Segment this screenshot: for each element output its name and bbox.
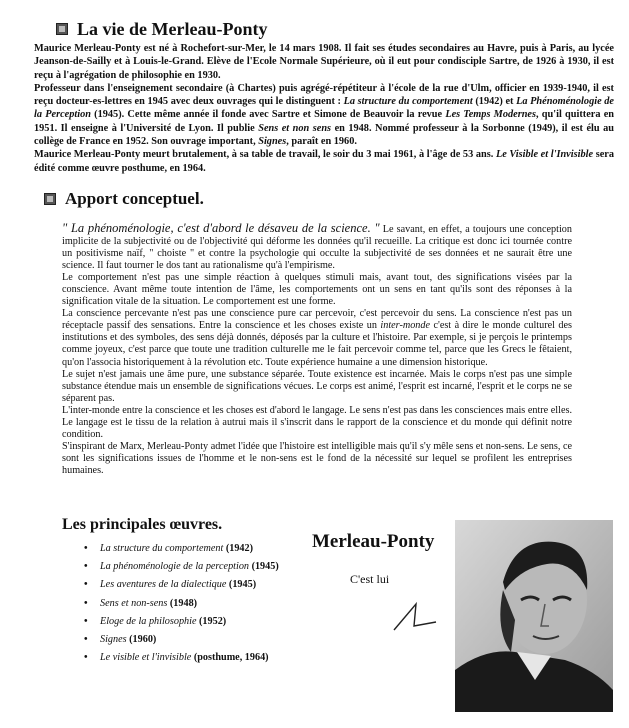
bio-paragraph: [34, 148, 614, 175]
italic-title: Le Visible et l'Invisible: [495, 149, 594, 161]
text-run: , qu'il quittera en 1951. Il enseigne à l'Université de Lyon. Il publie: [34, 109, 614, 134]
portrait-caption: C'est lui: [350, 572, 390, 586]
text-run: Le comportement n'est pas une simple réaction à quelques stimuli mais, avant tout, des significations visées par la conscience. Avant même toute intention de l'âme, les comportements ont un sens en tant qu'ils sont des réponses à la signification vitale de la situation. Le comportement est une forme.: [62, 272, 572, 308]
italic-title: Sens et non sens: [258, 122, 332, 134]
work-year: (1942): [223, 543, 253, 554]
bullet-icon: [44, 193, 56, 205]
text-run: L'inter-monde entre la conscience et les choses est d'abord le langage. Le sens n'est pas dans les consciences mais entre elles. Le langage est le tissu de la relation à autrui mais il s'inscrit dans le rapport de la conscience et du monde qui définit notre condition.: [62, 404, 572, 440]
text-run: (1942) et: [472, 96, 517, 108]
works-list: [84, 540, 279, 667]
work-item: [84, 558, 279, 576]
section-heading-life: [56, 19, 267, 39]
concept-paragraph: [62, 369, 572, 405]
concept-text: [62, 222, 572, 477]
work-year: (1952): [196, 615, 227, 627]
work-title: Le visible et l'invisible: [100, 652, 192, 664]
work-year: (1948): [167, 597, 198, 609]
work-item: [84, 576, 279, 594]
work-year: (1945): [226, 579, 257, 591]
section-title: La vie de Merleau-Ponty: [77, 19, 268, 39]
text-run: Le savant, en effet, a toujours une conception implicite de la subjectivité ou de l'objectivité qui déforme les données qu'il recueille. La critique est donc ici tournée contre un positivisme naïf, " choiste " et contre la psychologie qui occulte la subjectivité de ses données et ne saurait être une science. Il faut tourner le dos tant au rationalisme qu'à l'empirisme.: [62, 224, 572, 272]
work-year: (1945): [249, 561, 279, 573]
concept-paragraph: [62, 272, 572, 308]
portrait-photo: [455, 520, 613, 712]
work-item: [84, 631, 279, 649]
work-item: [84, 540, 279, 558]
work-title: Les aventures de la dialectique: [100, 579, 227, 591]
italic-title: inter-monde: [380, 320, 430, 332]
concept-paragraph: [62, 405, 572, 441]
portrait-title: Merleau-Ponty: [312, 531, 435, 552]
bio-paragraph: [34, 82, 614, 148]
text-run: Professeur dans l'enseignement secondaire (à Chartes) puis agrégé-répétiteur à l'école de la rue d'Ulm, officier en 1939-1940, il est reçu docteur-es-lettres en 1945 avec deux ouvrages qui le distinguent :: [34, 82, 614, 108]
text-run: Maurice Merleau-Ponty meurt brutalement, à sa table de travail, le soir du 3 mai 1961, à l'âge de 53 ans.: [34, 149, 496, 161]
text-run: sera édité comme œuvre posthume, en 1964.: [34, 149, 614, 174]
section-heading-concept: [44, 189, 204, 209]
work-title: Sens et non-sens: [100, 597, 168, 609]
work-item: [84, 595, 279, 613]
work-title: La structure du comportement: [100, 543, 224, 554]
text-run: (1945). Cette même année il fonde avec Sartre et Simone de Beauvoir la revue: [90, 109, 446, 121]
work-year: (1960): [126, 634, 157, 646]
works-section: [62, 516, 279, 667]
concept-paragraph: [62, 441, 572, 477]
italic-title: Signes: [258, 136, 287, 148]
concept-paragraph: [62, 222, 572, 272]
work-title: Eloge de la philosophie: [100, 615, 197, 627]
text-run: , paraît en 1960.: [286, 136, 357, 148]
text-run: La conscience percevante n'est pas une conscience pure car percevoir, c'est percevoir du sens. La conscience n'est pas un réceptacle passif des sensations. Entre la conscience et les choses existe un: [62, 308, 572, 332]
text-run: Maurice Merleau-Ponty est né à Rochefort-sur-Mer, le 14 mars 1908. Il fait ses études secondaires au Havre, puis à Paris, au lycée Jeanson-de-Sailly et à Louis-le-Grand. Elève de l'Ecole Normale Supérieure, où il eut pour condisciple Sartre, de 1926 à 1930, il est reçu à l'agrégation de philosophie en 1930.: [34, 43, 614, 81]
signature-doodle: [392, 600, 438, 634]
works-title: Les principales œuvres.: [62, 516, 223, 533]
work-title: La phénoménologie de la perception: [100, 561, 250, 573]
italic-title: Les Temps Modernes: [445, 109, 537, 121]
text-run: Le sujet n'est jamais une âme pure, une substance séparée. Toute existence est incarnée. Mais le corps n'est pas une simple substance étendue mais un ensemble de significations vécues. Le corps est animé, l'esprit est incarné, l'esprit et le corps ne se séparent pas.: [62, 368, 572, 404]
text-run: en 1948. Nommé professeur à la Sorbonne (1949), il est élu au collège de France en 1952. Son ouvrage important,: [34, 122, 614, 148]
text-run: S'inspirant de Marx, Merleau-Ponty admet l'idée que l'histoire est intelligible mais qu'il s'y mêle sens et non-sens. Le sens, ce sont les significations issues de l'homme et le non-sens est le fond de la nécessité sur lequel se profilent les entreprises humaines.: [62, 440, 572, 476]
work-item: [84, 649, 279, 667]
italic-title: La structure du comportement: [343, 96, 473, 108]
bio-paragraph: [34, 42, 614, 82]
work-title: Signes: [100, 634, 127, 646]
italic-title: La Phénoménologie de la Perception: [34, 96, 614, 121]
work-item: [84, 613, 279, 631]
bullet-icon: [56, 23, 68, 35]
text-run: c'est à dire le monde culturel des institutions et des symboles, des sens déjà donnés, déposés par la culture et l'histoire. Par exemple, si je perçois le printemps comme joyeux, c'est parce que toute une tradition culturelle me le fait percevoir comme tel, parce que les Grecs le fêtaient, qu'on l'associa historiquement à la révolution etc. Toute expérience humaine a une dimension historique.: [62, 320, 572, 368]
pull-quote: " La phénoménologie, c'est d'abord le désaveu de la science. ": [62, 221, 380, 235]
concept-paragraph: [62, 308, 572, 368]
biography-text: [34, 42, 614, 175]
work-year: (posthume, 1964): [191, 652, 269, 664]
section-title: Apport conceptuel.: [65, 189, 204, 208]
